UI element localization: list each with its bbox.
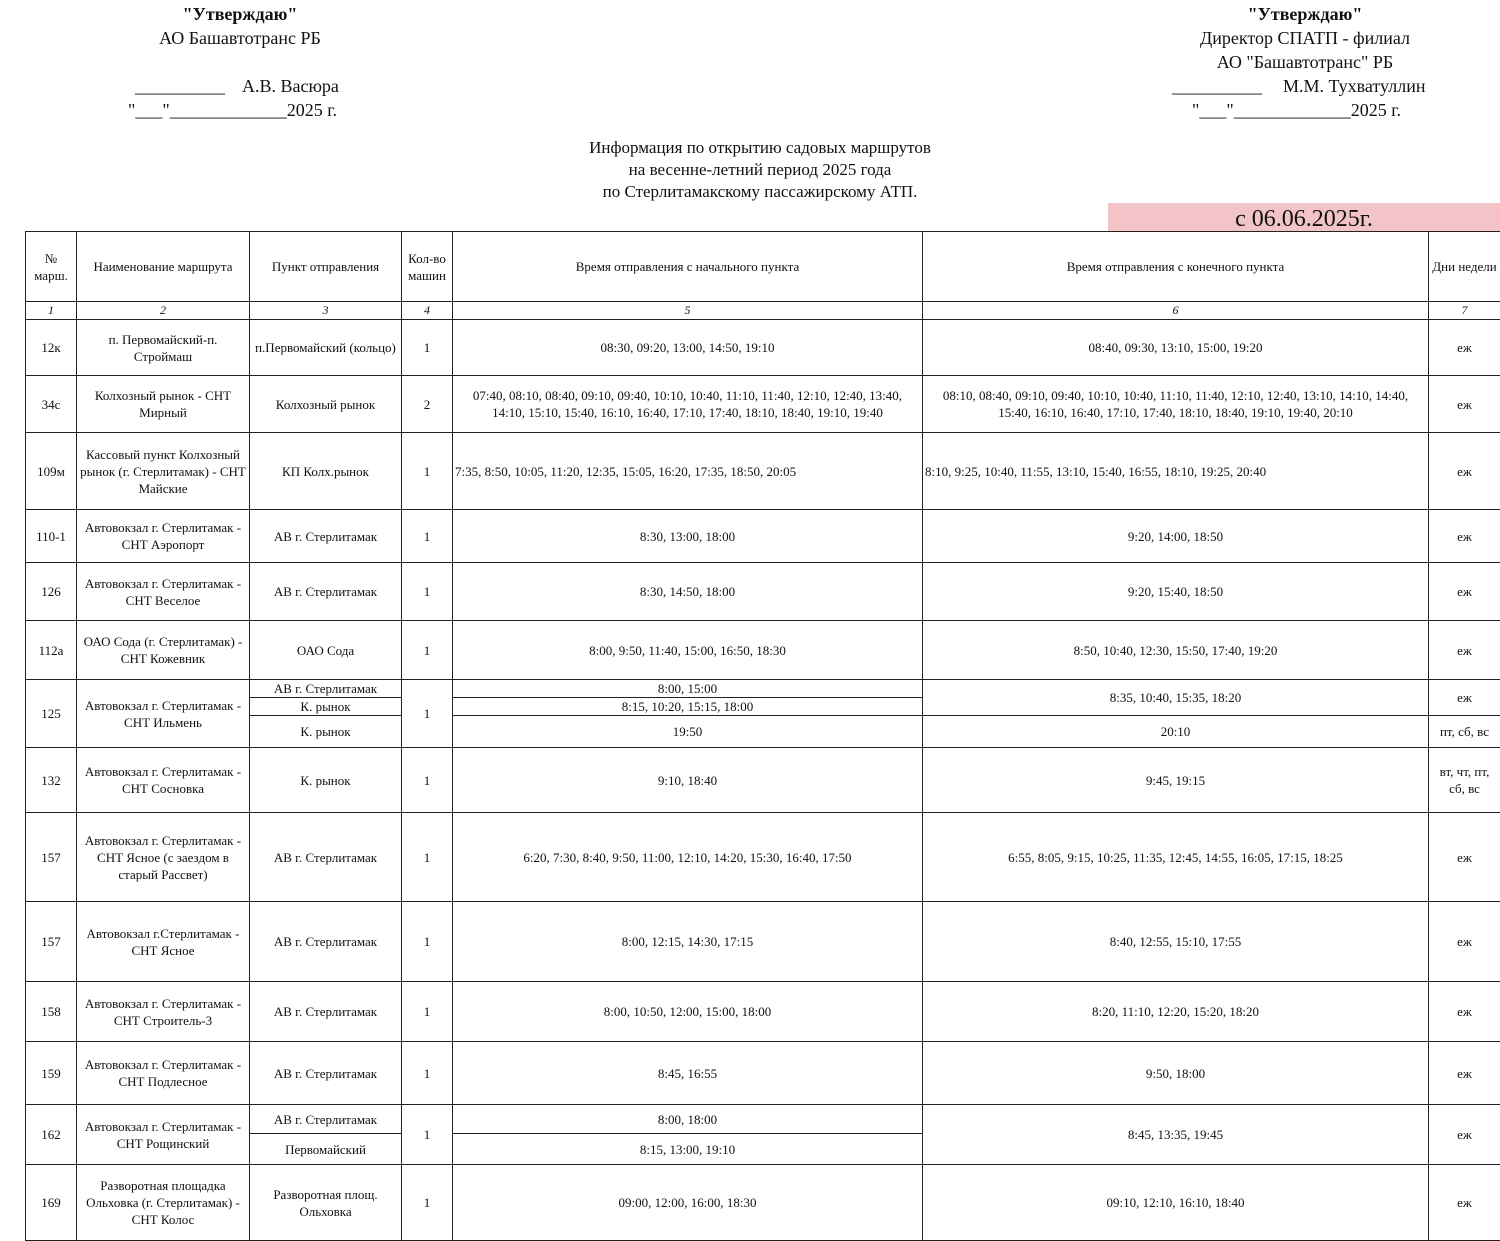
- vehicle-count: 1: [402, 813, 453, 902]
- route-number: 109м: [26, 433, 77, 510]
- departure-point: КП Колх.рынок: [250, 433, 402, 510]
- title-line-2: на весенне-летний период 2025 года: [480, 159, 1040, 181]
- vehicle-count: 1: [402, 563, 453, 621]
- approval-position: Директор СПАТП - филиал: [1150, 26, 1460, 50]
- title-line-1: Информация по открытию садовых маршрутов: [480, 137, 1040, 159]
- schedule-table: [25, 231, 1500, 1241]
- table-row: [26, 563, 1500, 621]
- col-number: 4: [402, 302, 453, 320]
- route-name: Кассовый пункт Колхозный рынок (г. Стерлитамак) - СНТ Майские: [77, 433, 250, 510]
- approval-title: "Утверждаю": [1150, 2, 1460, 26]
- route-number: 132: [26, 748, 77, 813]
- weekdays: пт, сб, вс: [1429, 716, 1500, 748]
- departure-point: АВ г. Стерлитамак: [250, 1042, 402, 1105]
- table-row: [26, 1105, 1500, 1134]
- route-number: 110-1: [26, 510, 77, 563]
- times-from-start: 07:40, 08:10, 08:40, 09:10, 09:40, 10:10, 10:40, 11:10, 11:40, 12:10, 12:40, 13:40, 14:10, 15:10, 15:40, 16:10, 16:40, 17:10, 17:40, 18:10, 18:40, 19:10, 19:40: [453, 376, 923, 433]
- col-number: 3: [250, 302, 402, 320]
- times-from-end: 9:45, 19:15: [923, 748, 1429, 813]
- route-name: Автовокзал г. Стерлитамак - СНТ Рощинский: [77, 1105, 250, 1165]
- route-number: 34с: [26, 376, 77, 433]
- vehicle-count: 1: [402, 1105, 453, 1165]
- times-from-start: 7:35, 8:50, 10:05, 11:20, 12:35, 15:05, 16:20, 17:35, 18:50, 20:05: [453, 433, 923, 510]
- times-from-end: 09:10, 12:10, 16:10, 18:40: [923, 1165, 1429, 1241]
- vehicle-count: 1: [402, 433, 453, 510]
- departure-point: АВ г. Стерлитамак: [250, 680, 402, 698]
- col-header-name: Наименование маршрута: [77, 232, 250, 302]
- route-number: 159: [26, 1042, 77, 1105]
- table-row: [26, 433, 1500, 510]
- table-row: [26, 510, 1500, 563]
- times-from-start: 19:50: [453, 716, 923, 748]
- times-from-start: 8:00, 18:00: [453, 1105, 923, 1134]
- weekdays: еж: [1429, 376, 1500, 433]
- route-name: Автовокзал г. Стерлитамак - СНТ Аэропорт: [77, 510, 250, 563]
- times-from-end: 6:55, 8:05, 9:15, 10:25, 11:35, 12:45, 14:55, 16:05, 17:15, 18:25: [923, 813, 1429, 902]
- weekdays: вт, чт, пт, сб, вс: [1429, 748, 1500, 813]
- col-header-num: № марш.: [26, 232, 77, 302]
- times-from-start: 8:00, 12:15, 14:30, 17:15: [453, 902, 923, 982]
- signature-line-right: __________: [1172, 76, 1262, 97]
- times-from-start: 9:10, 18:40: [453, 748, 923, 813]
- table-row: [26, 621, 1500, 680]
- times-from-start: 8:00, 15:00: [453, 680, 923, 698]
- weekdays: еж: [1429, 510, 1500, 563]
- route-name: Автовокзал г. Стерлитамак - СНТ Строитель-3: [77, 982, 250, 1042]
- vehicle-count: 2: [402, 376, 453, 433]
- route-name: ОАО Сода (г. Стерлитамак) - СНТ Кожевник: [77, 621, 250, 680]
- times-from-start: 8:15, 13:00, 19:10: [453, 1134, 923, 1165]
- departure-point: Разворотная площ. Ольховка: [250, 1165, 402, 1241]
- route-number: 157: [26, 902, 77, 982]
- approval-title: "Утверждаю": [120, 2, 360, 26]
- times-from-start: 8:30, 13:00, 18:00: [453, 510, 923, 563]
- table-row: [26, 680, 1500, 698]
- vehicle-count: 1: [402, 680, 453, 748]
- route-name: Колхозный рынок - СНТ Мирный: [77, 376, 250, 433]
- vehicle-count: 1: [402, 1042, 453, 1105]
- route-number: 126: [26, 563, 77, 621]
- vehicle-count: 1: [402, 320, 453, 376]
- col-header-days: Дни недели: [1429, 232, 1500, 302]
- col-number: 2: [77, 302, 250, 320]
- col-header-start: Пункт отправления: [250, 232, 402, 302]
- col-number: 6: [923, 302, 1429, 320]
- times-from-end: 8:45, 13:35, 19:45: [923, 1105, 1429, 1165]
- table-row: [26, 376, 1500, 433]
- route-name: Разворотная площадка Ольховка (г. Стерлитамак) - СНТ Колос: [77, 1165, 250, 1241]
- route-number: 157: [26, 813, 77, 902]
- weekdays: еж: [1429, 1105, 1500, 1165]
- col-header-from-start: Время отправления с начального пункта: [453, 232, 923, 302]
- route-number: 12к: [26, 320, 77, 376]
- vehicle-count: 1: [402, 1165, 453, 1241]
- times-from-end: 8:40, 12:55, 15:10, 17:55: [923, 902, 1429, 982]
- vehicle-count: 1: [402, 982, 453, 1042]
- vehicle-count: 1: [402, 748, 453, 813]
- approval-org: АО Башавтотранс РБ: [120, 26, 360, 50]
- times-from-end: 8:35, 10:40, 15:35, 18:20: [923, 680, 1429, 716]
- times-from-start: 8:00, 9:50, 11:40, 15:00, 16:50, 18:30: [453, 621, 923, 680]
- signer-left: А.В. Васюра: [242, 76, 339, 97]
- times-from-start: 09:00, 12:00, 16:00, 18:30: [453, 1165, 923, 1241]
- route-name: Автовокзал г. Стерлитамак - СНТ Ясное (с заездом в старый Рассвет): [77, 813, 250, 902]
- route-number: 112а: [26, 621, 77, 680]
- departure-point: К. рынок: [250, 748, 402, 813]
- departure-point: АВ г. Стерлитамак: [250, 982, 402, 1042]
- route-number: 169: [26, 1165, 77, 1241]
- table-row: [26, 320, 1500, 376]
- column-number-row: [26, 302, 1500, 320]
- col-number: 5: [453, 302, 923, 320]
- route-number: 125: [26, 680, 77, 748]
- route-name: Автовокзал г. Стерлитамак - СНТ Подлесное: [77, 1042, 250, 1105]
- document-title: [480, 137, 1040, 203]
- times-from-end: 9:20, 15:40, 18:50: [923, 563, 1429, 621]
- approval-block-left: [120, 2, 360, 50]
- times-from-end: 9:50, 18:00: [923, 1042, 1429, 1105]
- table-row: [26, 902, 1500, 982]
- effective-date-badge: с 06.06.2025г.: [1108, 203, 1500, 231]
- title-line-3: по Стерлитамакскому пассажирскому АТП.: [480, 181, 1040, 203]
- weekdays: еж: [1429, 680, 1500, 716]
- weekdays: еж: [1429, 433, 1500, 510]
- times-from-start: 8:45, 16:55: [453, 1042, 923, 1105]
- route-name: Автовокзал г. Стерлитамак - СНТ Ильмень: [77, 680, 250, 748]
- route-name: Автовокзал г.Стерлитамак - СНТ Ясное: [77, 902, 250, 982]
- date-line-left: "___"_____________2025 г.: [128, 100, 337, 121]
- vehicle-count: 1: [402, 902, 453, 982]
- weekdays: еж: [1429, 982, 1500, 1042]
- col-header-from-end: Время отправления с конечного пункта: [923, 232, 1429, 302]
- times-from-end: 08:10, 08:40, 09:10, 09:40, 10:10, 10:40, 11:10, 11:40, 12:10, 12:40, 13:10, 14:10, 14:40, 15:40, 16:10, 16:40, 17:10, 17:40, 18:10, 18:40, 19:10, 19:40, 20:10: [923, 376, 1429, 433]
- weekdays: еж: [1429, 563, 1500, 621]
- route-number: 162: [26, 1105, 77, 1165]
- vehicle-count: 1: [402, 621, 453, 680]
- departure-point: К. рынок: [250, 716, 402, 748]
- times-from-end: 8:20, 11:10, 12:20, 15:20, 18:20: [923, 982, 1429, 1042]
- approval-org: АО "Башавтотранс" РБ: [1150, 50, 1460, 74]
- vehicle-count: 1: [402, 510, 453, 563]
- times-from-start: 8:15, 10:20, 15:15, 18:00: [453, 698, 923, 716]
- col-header-qty: Кол-во машин: [402, 232, 453, 302]
- departure-point: АВ г. Стерлитамак: [250, 902, 402, 982]
- signer-right: М.М. Тухватуллин: [1283, 76, 1425, 97]
- departure-point: ОАО Сода: [250, 621, 402, 680]
- times-from-end: 08:40, 09:30, 13:10, 15:00, 19:20: [923, 320, 1429, 376]
- signature-line-left: __________: [135, 76, 225, 97]
- col-number: 1: [26, 302, 77, 320]
- table-row: [26, 1042, 1500, 1105]
- times-from-end: 8:10, 9:25, 10:40, 11:55, 13:10, 15:40, 16:55, 18:10, 19:25, 20:40: [923, 433, 1429, 510]
- departure-point: Первомайский: [250, 1134, 402, 1165]
- times-from-start: 8:30, 14:50, 18:00: [453, 563, 923, 621]
- departure-point: Колхозный рынок: [250, 376, 402, 433]
- weekdays: еж: [1429, 621, 1500, 680]
- col-number: 7: [1429, 302, 1500, 320]
- times-from-end: 20:10: [923, 716, 1429, 748]
- departure-point: АВ г. Стерлитамак: [250, 1105, 402, 1134]
- departure-point: К. рынок: [250, 698, 402, 716]
- table-row: [26, 813, 1500, 902]
- route-name: Автовокзал г. Стерлитамак - СНТ Сосновка: [77, 748, 250, 813]
- table-row: [26, 748, 1500, 813]
- times-from-end: 8:50, 10:40, 12:30, 15:50, 17:40, 19:20: [923, 621, 1429, 680]
- date-line-right: "___"_____________2025 г.: [1192, 100, 1401, 121]
- table-row: [26, 982, 1500, 1042]
- route-number: 158: [26, 982, 77, 1042]
- header-row: [26, 232, 1500, 302]
- table-row: [26, 1165, 1500, 1241]
- times-from-start: 08:30, 09:20, 13:00, 14:50, 19:10: [453, 320, 923, 376]
- weekdays: еж: [1429, 320, 1500, 376]
- approval-block-right: [1150, 2, 1460, 74]
- departure-point: АВ г. Стерлитамак: [250, 510, 402, 563]
- weekdays: еж: [1429, 813, 1500, 902]
- times-from-end: 9:20, 14:00, 18:50: [923, 510, 1429, 563]
- weekdays: еж: [1429, 1042, 1500, 1105]
- departure-point: АВ г. Стерлитамак: [250, 563, 402, 621]
- departure-point: АВ г. Стерлитамак: [250, 813, 402, 902]
- route-name: Автовокзал г. Стерлитамак - СНТ Веселое: [77, 563, 250, 621]
- route-name: п. Первомайский-п. Строймаш: [77, 320, 250, 376]
- departure-point: п.Первомайский (кольцо): [250, 320, 402, 376]
- weekdays: еж: [1429, 1165, 1500, 1241]
- times-from-start: 6:20, 7:30, 8:40, 9:50, 11:00, 12:10, 14:20, 15:30, 16:40, 17:50: [453, 813, 923, 902]
- weekdays: еж: [1429, 902, 1500, 982]
- times-from-start: 8:00, 10:50, 12:00, 15:00, 18:00: [453, 982, 923, 1042]
